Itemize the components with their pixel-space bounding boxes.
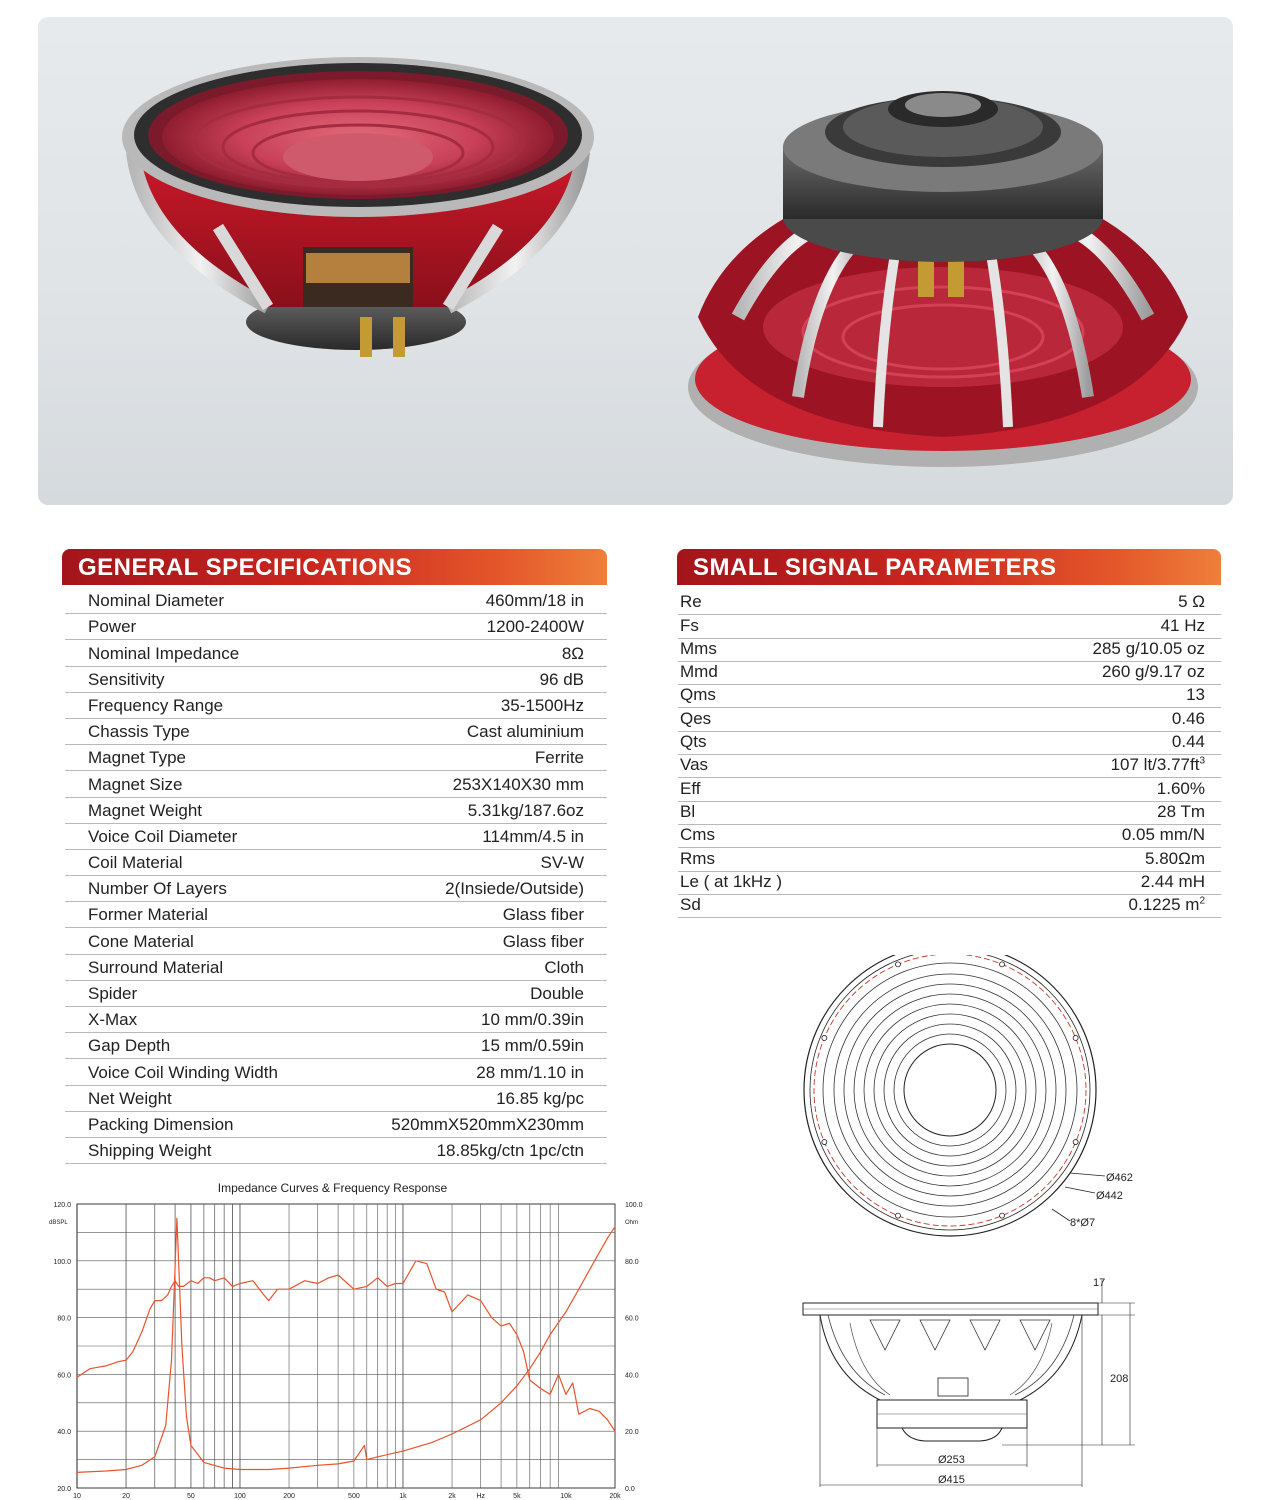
spec-value xyxy=(1186,685,1205,705)
spec-label: Fs xyxy=(680,615,699,635)
spec-row xyxy=(678,895,1221,918)
y-axis-label-right: Ohm xyxy=(625,1220,639,1226)
spec-label: Voice Coil Diameter xyxy=(88,826,238,846)
spec-label: Gap Depth xyxy=(88,1036,171,1056)
spec-value xyxy=(445,879,584,899)
spec-value xyxy=(530,984,584,1004)
spec-label: Voice Coil Winding Width xyxy=(88,1062,278,1082)
spec-label: Qts xyxy=(680,732,707,752)
spec-row xyxy=(65,693,607,719)
spec-value-text: 35-1500Hz xyxy=(500,695,584,715)
spec-value xyxy=(468,801,584,821)
spec-row xyxy=(65,640,607,666)
bolt-hole xyxy=(1000,1213,1005,1218)
spec-label: Power xyxy=(88,617,137,637)
spec-row xyxy=(65,771,607,797)
x-tick-label: 50 xyxy=(187,1493,195,1500)
spec-value xyxy=(487,617,584,637)
spec-value-text: 460mm/18 in xyxy=(485,591,584,611)
spec-label: Re xyxy=(680,592,702,612)
spec-row xyxy=(678,685,1221,708)
spec-value xyxy=(562,644,584,664)
dimension-drawings xyxy=(790,955,1150,1500)
spec-value xyxy=(535,748,584,768)
top-view-drawing xyxy=(804,955,1133,1236)
spec-value-text: 28 mm/1.10 in xyxy=(476,1062,584,1082)
spec-row xyxy=(678,755,1221,778)
spec-label: Nominal Impedance xyxy=(88,643,240,663)
x-tick-label: 20k xyxy=(609,1493,621,1500)
bolt-hole xyxy=(895,962,900,967)
spec-row xyxy=(678,592,1221,615)
spec-row xyxy=(678,615,1221,638)
x-tick-label: 500 xyxy=(348,1493,360,1500)
magnet-diameter-label: Ø253 xyxy=(938,1454,965,1466)
spec-value xyxy=(486,591,584,611)
spec-row xyxy=(65,1033,607,1059)
spec-row xyxy=(678,708,1221,731)
spec-row xyxy=(65,798,607,824)
y-tick-label-right: 100.0 xyxy=(625,1202,643,1209)
spec-row xyxy=(65,588,607,614)
impedance-frequency-chart xyxy=(40,1178,650,1500)
y-tick-label-right: 40.0 xyxy=(625,1372,639,1380)
bolt-holes-label: 8*Ø7 xyxy=(1070,1217,1096,1229)
spec-label: Coil Material xyxy=(88,853,183,873)
spec-label: Surround Material xyxy=(88,957,224,977)
spec-value xyxy=(481,1036,584,1056)
spec-label: Cms xyxy=(680,825,715,845)
technical-drawings xyxy=(790,955,1150,1500)
spec-value xyxy=(482,827,584,847)
x-tick-label: 1k xyxy=(399,1493,407,1500)
chart-title: Impedance Curves & Frequency Response xyxy=(217,1181,448,1195)
spec-row xyxy=(65,614,607,640)
spec-value-superscript: 2 xyxy=(1199,895,1205,907)
spec-value xyxy=(437,1141,584,1161)
bolt-hole xyxy=(1073,1140,1078,1145)
spec-value xyxy=(540,670,584,690)
spec-row xyxy=(65,928,607,954)
spec-row xyxy=(65,1059,607,1085)
spec-value-text: 15 mm/0.59in xyxy=(481,1036,584,1056)
spec-value-text: Double xyxy=(530,984,584,1003)
spec-label: Magnet Type xyxy=(88,748,186,768)
diameter-442-label: Ø442 xyxy=(1096,1190,1123,1202)
bolt-hole xyxy=(1073,1035,1078,1040)
spec-value-superscript: 3 xyxy=(1199,755,1205,767)
y-tick-label-right: 80.0 xyxy=(625,1258,639,1266)
spec-value xyxy=(467,722,584,742)
y-tick-label-left: 40.0 xyxy=(57,1429,71,1437)
spec-value-text: 0.05 mm/N xyxy=(1121,825,1205,845)
y-tick-label-left: 60.0 xyxy=(57,1372,71,1380)
spec-label: Sensitivity xyxy=(88,669,165,689)
spec-row xyxy=(65,667,607,693)
spec-row xyxy=(65,850,607,876)
spec-row xyxy=(65,1112,607,1138)
spec-row xyxy=(65,824,607,850)
spec-value-text: 520mmX520mmX230mm xyxy=(391,1114,584,1134)
x-tick-label: 20 xyxy=(122,1493,130,1500)
spec-value-text: 0.46 xyxy=(1171,708,1205,728)
spec-value xyxy=(1172,709,1205,729)
y-tick-label-right: 0.0 xyxy=(625,1486,635,1493)
y-tick-label-right: 20.0 xyxy=(625,1429,639,1437)
spec-value-text: 41 Hz xyxy=(1160,615,1205,635)
spec-value-text: 0.1225 m xyxy=(1128,895,1200,915)
spec-value-text: 0.44 xyxy=(1171,732,1205,752)
spec-value xyxy=(1111,755,1205,775)
spec-label: Frequency Range xyxy=(88,695,224,715)
spec-value-text: 2(Insiede/Outside) xyxy=(445,879,584,899)
y-tick-label-left: 80.0 xyxy=(57,1315,71,1323)
spec-value xyxy=(481,1010,584,1030)
spec-label: Number Of Layers xyxy=(88,879,227,899)
overall-diameter-label: Ø415 xyxy=(938,1474,965,1486)
small-signal-parameters-header: SMALL SIGNAL PARAMETERS xyxy=(677,549,1221,585)
spec-row xyxy=(678,639,1221,662)
spec-value xyxy=(503,905,584,925)
spec-value-text: 260 g/9.17 oz xyxy=(1101,662,1205,682)
spec-row xyxy=(678,872,1221,895)
x-tick-label: 2k xyxy=(448,1493,456,1500)
spec-label: Magnet Size xyxy=(88,774,183,794)
spec-value-text: 18.85kg/ctn 1pc/ctn xyxy=(436,1141,584,1161)
small-signal-parameters-table xyxy=(678,592,1221,918)
y-tick-label-left: 100.0 xyxy=(53,1258,71,1266)
spec-label: Bl xyxy=(680,801,696,821)
bolt-hole xyxy=(822,1140,827,1145)
x-axis-unit-label: Hz xyxy=(476,1493,486,1500)
spec-value-text: 28 Tm xyxy=(1157,801,1205,821)
spec-label: Vas xyxy=(680,755,709,775)
spec-label: Chassis Type xyxy=(88,722,190,742)
spec-value-text: 285 g/10.05 oz xyxy=(1092,638,1205,658)
general-specifications-header: GENERAL SPECIFICATIONS xyxy=(62,549,607,585)
spec-value-text: Cast aluminium xyxy=(466,722,584,742)
spec-row xyxy=(65,745,607,771)
spec-row xyxy=(65,1138,607,1164)
bolt-hole xyxy=(1000,962,1005,967)
spec-row xyxy=(678,825,1221,848)
spec-value-text: 5.31kg/187.6oz xyxy=(467,800,584,820)
bolt-hole xyxy=(822,1035,827,1040)
spec-value-text: 10 mm/0.39in xyxy=(481,1010,584,1030)
spec-label: Rms xyxy=(680,848,715,868)
y-tick-label-left: 120.0 xyxy=(53,1202,71,1209)
spec-value-text: 5 Ω xyxy=(1178,592,1205,612)
speaker-rear-photo xyxy=(688,91,1198,467)
spec-value xyxy=(1129,895,1205,915)
spec-row xyxy=(65,1007,607,1033)
spec-label: Magnet Weight xyxy=(88,800,203,820)
y-tick-label-left: 20.0 xyxy=(57,1486,71,1493)
spec-value-text: 5.80Ωm xyxy=(1145,848,1205,868)
spec-row xyxy=(65,902,607,928)
spec-value-text: Ferrite xyxy=(534,748,584,768)
spec-value xyxy=(1102,662,1205,682)
spec-label: Nominal Diameter xyxy=(88,591,225,611)
spec-label: Cone Material xyxy=(88,931,194,951)
spec-value xyxy=(453,775,584,795)
spec-row xyxy=(678,778,1221,801)
x-tick-label: 10k xyxy=(560,1493,572,1500)
spec-row xyxy=(678,802,1221,825)
spec-value-text: 96 dB xyxy=(539,669,584,689)
flange-thickness-label: 17 xyxy=(1093,1277,1106,1289)
spec-value-text: SV-W xyxy=(540,853,584,873)
bolt-hole xyxy=(895,1213,900,1218)
spec-label: Sd xyxy=(680,895,701,915)
spec-value xyxy=(391,1115,584,1135)
spec-value xyxy=(544,958,584,978)
spec-value-text: 13 xyxy=(1186,685,1205,705)
spec-label: Eff xyxy=(680,778,701,798)
spec-label: Shipping Weight xyxy=(88,1141,212,1161)
y-axis-label-left: dBSPL xyxy=(49,1220,68,1226)
spec-value xyxy=(541,853,584,873)
spec-value xyxy=(476,1063,584,1083)
spec-value-text: 114mm/4.5 in xyxy=(482,826,584,846)
speaker-photos xyxy=(38,17,1233,505)
spec-value xyxy=(1172,732,1205,752)
spec-label: Former Material xyxy=(88,905,208,925)
spec-value xyxy=(1122,825,1205,845)
spec-value xyxy=(1161,616,1205,636)
x-tick-label: 10 xyxy=(73,1493,81,1500)
spec-value xyxy=(1093,639,1205,659)
spec-value-text: 8Ω xyxy=(561,643,584,663)
spec-value-text: Glass fiber xyxy=(502,931,584,951)
spec-row xyxy=(65,1086,607,1112)
speaker-front-photo xyxy=(122,57,594,357)
spec-label: Le ( at 1kHz ) xyxy=(680,871,783,891)
spec-row xyxy=(65,876,607,902)
spec-value-text: 1200-2400W xyxy=(486,617,584,637)
spec-label: Packing Dimension xyxy=(88,1114,234,1134)
spec-value xyxy=(503,932,584,952)
spec-value xyxy=(501,696,584,716)
height-label: 208 xyxy=(1110,1373,1129,1385)
spec-value-text: 1.60% xyxy=(1156,778,1205,798)
spec-value xyxy=(496,1089,584,1109)
x-tick-label: 100 xyxy=(234,1493,246,1500)
spec-row xyxy=(65,981,607,1007)
spec-label: Mms xyxy=(680,638,717,658)
spec-row xyxy=(678,732,1221,755)
spec-value xyxy=(1157,802,1205,822)
spec-value-text: 107 lt/3.77ft xyxy=(1110,755,1200,775)
spec-value-text: Cloth xyxy=(544,957,584,977)
x-tick-label: 5k xyxy=(513,1493,521,1500)
spec-value xyxy=(1157,779,1205,799)
spec-value-text: 16.85 kg/pc xyxy=(496,1088,584,1108)
spec-row xyxy=(65,955,607,981)
spec-value-text: Glass fiber xyxy=(502,905,584,925)
spec-label: Spider xyxy=(88,984,138,1003)
chart-plot xyxy=(40,1178,650,1500)
spec-value-text: 2.44 mH xyxy=(1140,871,1205,891)
spec-label: Qms xyxy=(680,685,716,705)
spec-label: Mmd xyxy=(680,662,718,682)
spec-value xyxy=(1178,592,1205,612)
spec-value-text: 253X140X30 mm xyxy=(452,774,584,794)
spec-label: Qes xyxy=(680,708,712,728)
x-tick-label: 200 xyxy=(283,1493,295,1500)
spec-row xyxy=(678,848,1221,871)
diameter-462-label: Ø462 xyxy=(1106,1172,1133,1184)
y-tick-label-right: 60.0 xyxy=(625,1315,639,1323)
spec-row xyxy=(678,662,1221,685)
spec-label: X-Max xyxy=(88,1010,138,1030)
spec-value xyxy=(1141,872,1205,892)
side-view-drawing xyxy=(803,1277,1135,1487)
spec-label: Net Weight xyxy=(88,1088,172,1108)
spec-value xyxy=(1145,849,1205,869)
general-specifications-table xyxy=(65,588,607,1164)
spec-row xyxy=(65,719,607,745)
product-photo-panel xyxy=(38,17,1233,505)
